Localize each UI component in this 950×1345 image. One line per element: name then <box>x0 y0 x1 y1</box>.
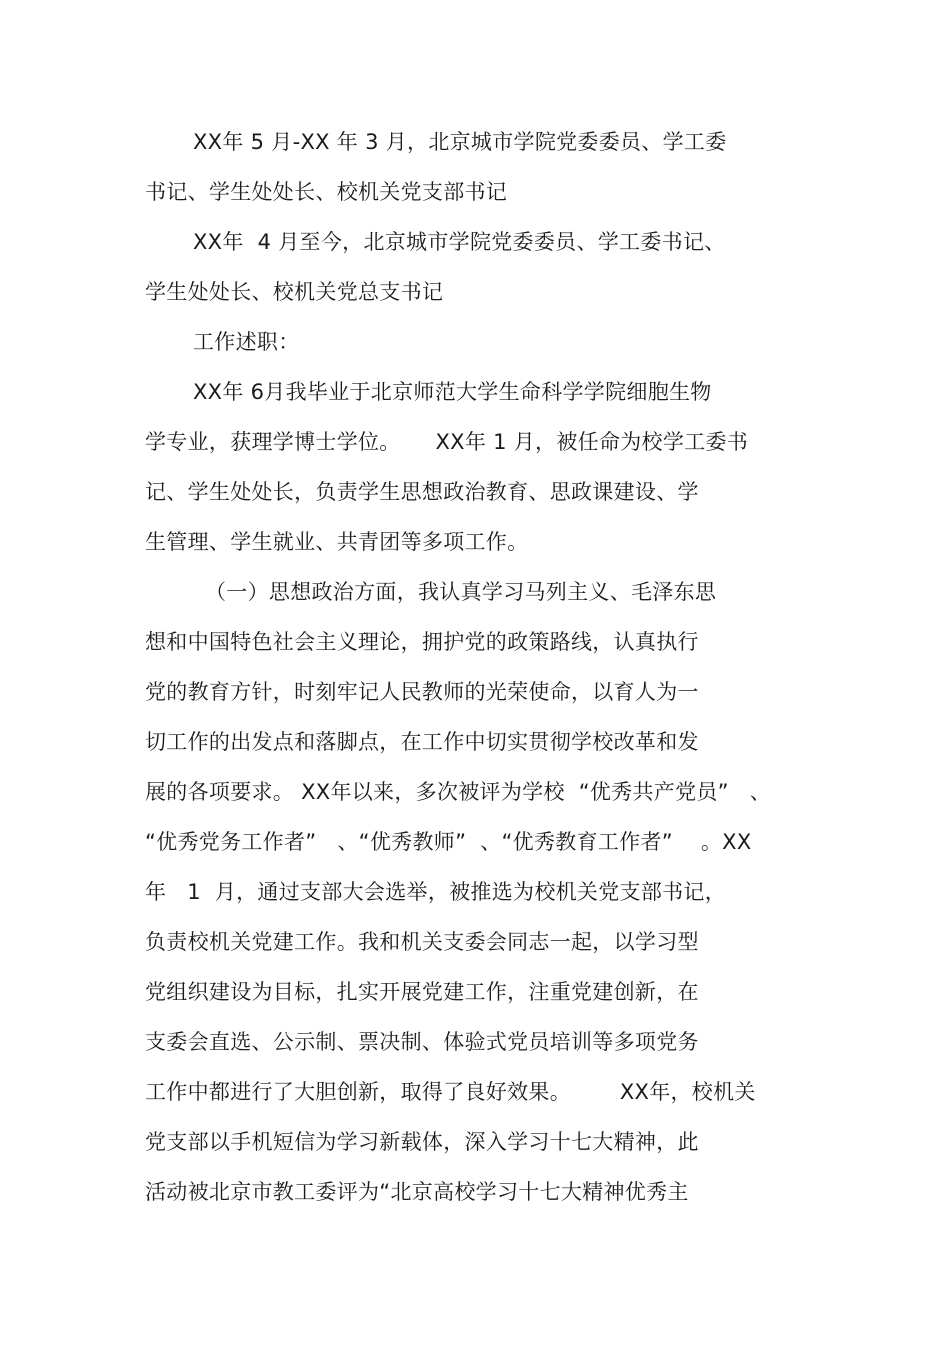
text-line: 工作中都进行了大胆创新，取得了良好效果。 XX年，校机关 <box>145 1080 756 1104</box>
text-line: “优秀党务工作者” 、“优秀教师” 、“优秀教育工作者” 。XX <box>145 830 752 854</box>
text-line: 生管理、学生就业、共青团等多项工作。 <box>145 530 529 554</box>
text-line: 党支部以手机短信为学习新载体，深入学习十七大精神，此 <box>145 1130 699 1154</box>
text-line: 负责校机关党建工作。我和机关支委会同志一起，以学习型 <box>145 930 699 954</box>
text-line: 书记、学生处处长、校机关党支部书记 <box>145 180 508 204</box>
text-line: （一）思想政治方面，我认真学习马列主义、毛泽东思 <box>205 580 717 604</box>
text-line: XX年 4 月至今，北京城市学院党委委员、学工委书记、 <box>193 230 726 254</box>
text-line: 活动被北京市教工委评为“北京高校学习十七大精神优秀主 <box>145 1180 689 1204</box>
text-line: 切工作的出发点和落脚点，在工作中切实贯彻学校改革和发 <box>145 730 699 754</box>
text-line: 年 1 月，通过支部大会选举，被推选为校机关党支部书记， <box>145 880 727 904</box>
text-line: 学专业，获理学博士学位。 XX年 1 月，被任命为校学工委书 <box>145 430 749 454</box>
text-line: XX年 5 月-XX 年 3 月，北京城市学院党委委员、学工委 <box>193 130 727 154</box>
text-line: XX年 6月我毕业于北京师范大学生命科学学院细胞生物 <box>193 380 712 404</box>
text-line: 党组织建设为目标，扎实开展党建工作，注重党建创新，在 <box>145 980 699 1004</box>
section-heading: 工作述职： <box>193 330 300 354</box>
text-line: 学生处处长、校机关党总支书记 <box>145 280 444 304</box>
text-line: 记、学生处处长，负责学生思想政治教育、思政课建设、学 <box>145 480 699 504</box>
text-line: 党的教育方针，时刻牢记人民教师的光荣使命，以育人为一 <box>145 680 699 704</box>
text-line: 想和中国特色社会主义理论，拥护党的政策路线，认真执行 <box>145 630 699 654</box>
text-line: 支委会直选、公示制、票决制、体验式党员培训等多项党务 <box>145 1030 699 1054</box>
text-line: 展的各项要求。 XX年以来，多次被评为学校 “优秀共产党员” 、 <box>145 780 772 804</box>
